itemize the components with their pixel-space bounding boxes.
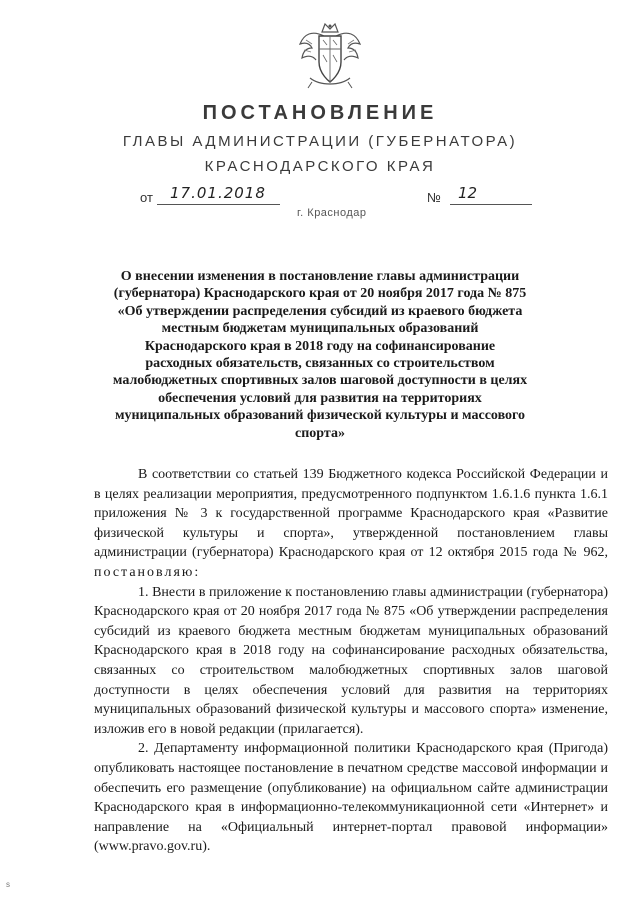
date-label: от	[140, 190, 153, 205]
header-title: ПОСТАНОВЛЕНИЕ	[202, 102, 438, 124]
document-title: О внесении изменения в постановление главы администрации (губернатора) Краснодарского края от 20 ноября 2017 года № 875 «Об утверждении распределения субсидий из краевого бюджета местным бюджетам муниципальных образований Краснодарского края в 2018 году на софинансирование расходных обязательств, связанных со строительством малобюджетных спортивных залов шаговой доступности в целях обеспечения условий для развития на территориях муниципальных образований физической культуры и массового спорта»	[112, 269, 528, 441]
date-underline	[157, 204, 280, 205]
header-subtitle-line2: КРАСНОДАРСКОГО КРАЯ	[204, 158, 436, 175]
page-mark: s	[6, 880, 10, 889]
city-label: г. Краснодар	[297, 207, 367, 219]
date-number-row	[0, 184, 640, 208]
document-body	[94, 465, 608, 857]
number-value: 12	[458, 184, 478, 202]
coat-of-arms-icon	[298, 22, 362, 92]
paragraph-item-1: 1. Внести в приложение к постановлению главы администрации (губернатора) Краснодарского края от 20 ноября 2017 года № 875 «Об утверждении распределения субсидий из краевого бюджета местным бюджетам муниципальных образований Краснодарского края в 2018 году на софинансирование расходных обязательства, связанных со строительством малобюджетных спортивных залов шаговой доступности в целях обеспечения условий для развития на территориях муниципальных образований физической культуры и массового спорта» изменение, изложив его в новой редакции (прилагается).	[94, 584, 608, 737]
paragraph-preamble	[94, 465, 608, 583]
paragraph-preamble-resolve: постановляю:	[94, 564, 201, 580]
number-label: №	[427, 190, 441, 205]
date-value: 17.01.2018	[170, 184, 266, 202]
header-subtitle-line1: ГЛАВЫ АДМИНИСТРАЦИИ (ГУБЕРНАТОРА)	[122, 133, 518, 150]
paragraph-item-2: 2. Департаменту информационной политики Краснодарского края (Пригода) опубликовать настоящее постановление в печатном средстве массовой информации и обеспечить его размещение (опубликование) на официальном сайте администрации Краснодарского края в информационно-телекоммуникационной сети «Интернет» и направление на «Официальный интернет-портал правовой информации» (www.pravo.gov.ru).	[94, 741, 608, 855]
number-underline	[450, 204, 532, 205]
paragraph-preamble-text: В соответствии со статьей 139 Бюджетного кодекса Российской Федерации и в целях реализации мероприятия, предусмотренного подпунктом 1.6.1.6 пункта 1.6.1 приложения № 3 к государственной программе Краснодарского края «Развитие физической культуры и спорта», утвержденной постановлением главы администрации (губернатора) Краснодарского края от 12 октября 2015 года № 962,	[94, 467, 608, 561]
